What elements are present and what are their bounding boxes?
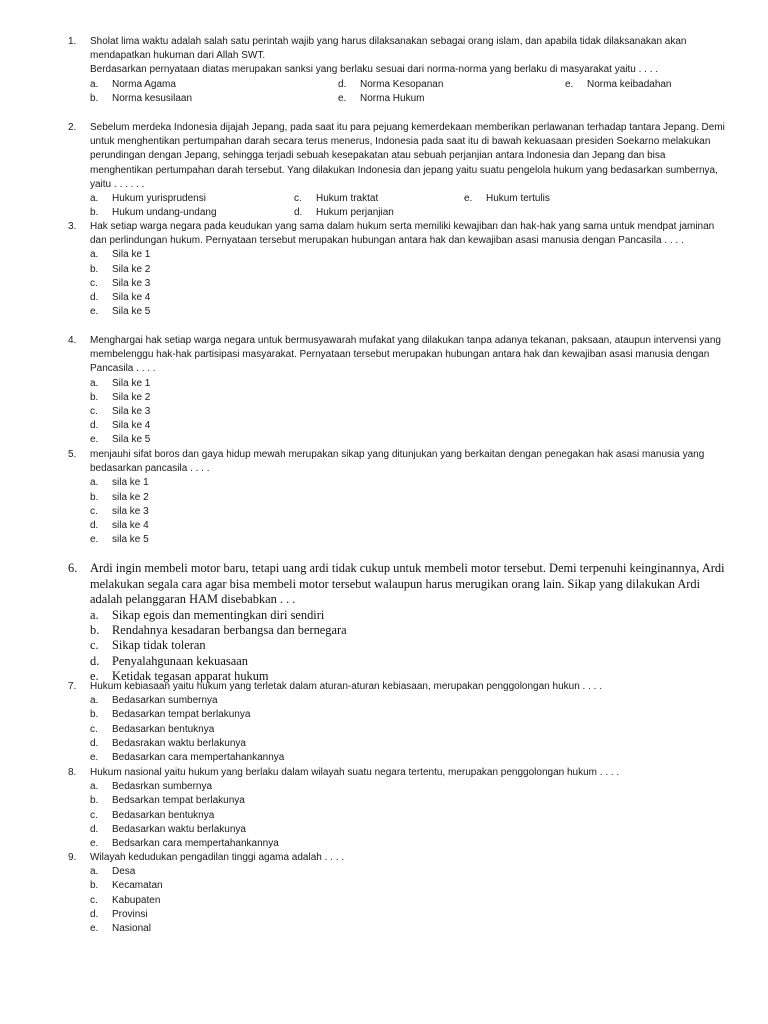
option-letter: c. (90, 894, 98, 906)
option-d[interactable] (90, 291, 728, 305)
option-text: sila ke 1 (112, 477, 149, 489)
option-text: sila ke 5 (112, 534, 149, 546)
option-letter: b. (90, 491, 99, 503)
option-letter: e. (565, 78, 574, 90)
question-stem: Sholat lima waktu adalah salah satu perintah wajib yang harus dilaksanakan sebagai orang islam, dan apabila tidak dilaksanakan akan mendapatkan hukuman dari Allah SWT. (90, 36, 687, 62)
option-letter: d. (90, 653, 100, 668)
option-text: Norma keibadahan (587, 78, 672, 90)
option-text: Bedasrkan sumbernya (112, 781, 213, 793)
question-9 (68, 851, 728, 936)
option-text: sila ke 2 (112, 491, 149, 503)
option-d[interactable] (90, 908, 728, 922)
option-letter: a. (90, 607, 99, 622)
option-d[interactable] (90, 519, 728, 533)
question-number: 7. (68, 681, 77, 692)
option-text: Hukum yurisprudensi (112, 193, 206, 205)
question-number: 9. (68, 852, 77, 863)
option-letter: e. (90, 434, 99, 446)
question-2 (68, 121, 728, 220)
option-b[interactable] (90, 491, 728, 505)
option-b[interactable] (90, 391, 728, 405)
option-letter: a. (90, 866, 99, 878)
option-text: Bedsarkan cara mempertahankannya (112, 838, 279, 850)
option-text: Sila ke 2 (112, 263, 151, 275)
option-c[interactable] (90, 894, 728, 908)
option-a[interactable] (90, 608, 728, 623)
question-text: Hukum kebiasaan yaitu hukum yang terletak dalam aturan-aturan kebiasaan, merupakan penggolongan hukun . . . . (90, 681, 602, 692)
option-text: Bedasarkan bentuknya (112, 809, 215, 821)
option-letter: a. (90, 477, 99, 489)
option-letter: e. (90, 838, 99, 850)
option-list (90, 780, 728, 851)
question-4 (68, 334, 728, 448)
option-grid (90, 192, 728, 220)
option-letter: b. (90, 880, 99, 892)
option-c[interactable] (90, 638, 728, 653)
option-d[interactable] (90, 419, 728, 433)
option-text: Sikap egois dan mementingkan diri sendiri (112, 607, 325, 622)
option-letter: e. (90, 669, 99, 684)
option-letter: e. (90, 534, 99, 546)
option-c[interactable] (90, 277, 728, 291)
option-letter: d. (90, 520, 99, 532)
option-letter: e. (338, 92, 347, 104)
option-letter: e. (90, 923, 99, 935)
option-letter: a. (90, 249, 99, 261)
option-letter: b. (90, 622, 100, 637)
option-text: Sila ke 1 (112, 249, 151, 261)
option-letter: b. (90, 391, 99, 403)
option-a[interactable] (90, 476, 728, 490)
option-text: Penyalahgunaan kekuasaan (112, 653, 248, 668)
question-number: 4. (68, 335, 77, 346)
option-e[interactable] (90, 533, 728, 547)
option-text: Bedasarkan cara mempertahankannya (112, 752, 285, 764)
question-text: Menghargai hak setiap warga negara untuk bermusyawarah mufakat yang dilakukan tanpa adanya tekanan, paksaan, ataupun intervensi yang membelenggu hak-hak partisipasi masyarakat. Pernyataan tersebut merupakan hubungan antara hak dan kewajiban asasi manusia dengan Pancasila . . . . (90, 335, 721, 375)
option-a[interactable] (90, 248, 728, 262)
option-c[interactable] (294, 192, 464, 206)
question-1 (68, 35, 728, 106)
option-d[interactable] (90, 737, 728, 751)
option-text: Norma kesusilaan (112, 92, 193, 104)
question-5 (68, 448, 728, 547)
option-letter: c. (90, 406, 98, 418)
question-number: 5. (68, 449, 77, 460)
option-text: Bedasarkan tempat berlakunya (112, 709, 251, 721)
option-d[interactable] (90, 654, 728, 669)
option-text: Bedasarkan bentuknya (112, 723, 215, 735)
option-b[interactable] (90, 794, 728, 808)
option-text: Sila ke 4 (112, 292, 151, 304)
option-text: Sila ke 3 (112, 277, 151, 289)
option-text: Desa (112, 866, 136, 878)
option-c[interactable] (90, 723, 728, 737)
option-text: Sila ke 5 (112, 306, 151, 318)
option-letter: b. (90, 795, 99, 807)
option-list (90, 476, 728, 547)
option-e[interactable] (90, 433, 728, 447)
option-text: Sikap tidak toleran (112, 638, 206, 653)
option-text: Kabupaten (112, 894, 161, 906)
option-text: Sila ke 1 (112, 377, 151, 389)
option-a[interactable] (90, 694, 728, 708)
option-text: sila ke 4 (112, 520, 149, 532)
question-6 (68, 561, 728, 685)
option-text: Provinsi (112, 908, 148, 920)
option-letter: d. (338, 78, 347, 90)
option-e[interactable] (464, 192, 728, 206)
option-text: sila ke 3 (112, 505, 149, 517)
question-text: Hak setiap warga negara pada keudukan yang sama dalam hukum serta memiliki kewajiban dan hak-hak yang sama untuk mendpat jaminan dan perlindungan hukum. Pernyataan tersebut merupakan hubungan antara hak dan kewajiban asasi manusia dengan Pancasila . . . . (90, 221, 715, 247)
option-c[interactable] (90, 809, 728, 823)
question-7 (68, 680, 728, 765)
question-number: 6. (68, 561, 78, 575)
option-letter: a. (90, 377, 99, 389)
option-e[interactable] (90, 922, 728, 936)
option-letter: c. (90, 723, 98, 735)
option-letter: a. (90, 695, 99, 707)
option-text: Rendahnya kesadaran berbangsa dan bernegara (112, 622, 347, 637)
question-stem-continued: Berdasarkan pernyataan diatas merupakan sanksi yang berlaku sesuai dari norma-norma yang berlaku di masyarakat yaitu . . . . (90, 64, 659, 76)
question-8 (68, 766, 728, 851)
option-text: Bedsarkan tempat berlakunya (112, 795, 245, 807)
option-list (90, 694, 728, 765)
option-letter: d. (90, 737, 99, 749)
option-text: Sila ke 2 (112, 391, 151, 403)
option-e[interactable] (90, 751, 728, 765)
question-number: 2. (68, 122, 77, 133)
option-e[interactable] (90, 305, 728, 319)
option-b[interactable] (90, 879, 728, 893)
option-letter: d. (90, 292, 99, 304)
option-text: Norma Agama (112, 78, 176, 90)
option-letter: a. (90, 78, 99, 90)
question-text: Wilayah kedudukan pengadilan tinggi agama adalah . . . . (90, 852, 345, 863)
option-c[interactable] (90, 505, 728, 519)
option-e[interactable] (90, 837, 728, 851)
option-letter: a. (90, 193, 99, 205)
option-text: Hukum undang-undang (112, 207, 217, 219)
option-text: Ketidak tegasan apparat hukum (112, 669, 269, 684)
option-b[interactable] (90, 623, 728, 638)
option-e2[interactable] (338, 92, 565, 106)
question-text: Sebelum merdeka Indonesia dijajah Jepang, pada saat itu para pejuang kemerdekaan memberikan perlawanan terhadap tantara Jepang. Demi untuk menghentikan pertumpahan darah secara terus menerus, Indonesia pada saat itu di bawah kekuasaan presiden Soekarno melakukan perundingan dengan Jepang, sehingga terjadi sebuah kesepakatan atau sebuah perjanjian antara Indonesia dan Jepang dan bisa menghentikan pertumpahan darah tersebut. Yang dilakukan Indonesia dan jepang yaitu suatu pengelola hukum yang bedasarkan sumbernya, yaitu . . . . . . (90, 122, 725, 190)
option-letter: b. (90, 709, 99, 721)
option-letter: a. (90, 781, 99, 793)
question-number: 8. (68, 767, 77, 778)
question-number: 1. (68, 36, 77, 47)
option-a[interactable] (90, 780, 728, 794)
question-text (90, 35, 728, 78)
option-letter: c. (90, 277, 98, 289)
option-b[interactable] (90, 92, 338, 106)
option-letter: e. (90, 306, 99, 318)
option-text: Hukum traktat (316, 193, 379, 205)
option-letter: c. (90, 809, 98, 821)
option-text: Sila ke 4 (112, 420, 151, 432)
option-text: Sila ke 5 (112, 434, 151, 446)
option-text: Kecamatan (112, 880, 163, 892)
option-b[interactable] (90, 708, 728, 722)
option-letter: e. (90, 752, 99, 764)
option-text: Nasional (112, 923, 151, 935)
option-letter: d. (294, 207, 303, 219)
option-b[interactable] (90, 206, 294, 220)
option-d[interactable] (90, 823, 728, 837)
option-text: Bedasarkan sumbernya (112, 695, 218, 707)
question-text: Ardi ingin membeli motor baru, tetapi uang ardi tidak cukup untuk membeli motor tersebut. Demi terpenuhi keinginannya, Ardi melakukan segala cara agar bisa membeli motor tersebut walaupun harus merugikan orang lain. Sikap yang dilakukan Ardi adalah pelanggaran HAM disebabkan . . . (90, 561, 725, 606)
option-text: Bedasarkan waktu berlakunya (112, 823, 246, 835)
option-text: Norma Hukum (360, 92, 425, 104)
option-text: Hukum tertulis (486, 193, 550, 205)
option-letter: b. (90, 92, 99, 104)
option-grid (90, 78, 728, 106)
option-list (90, 248, 728, 319)
question-text: menjauhi sifat boros dan gaya hidup mewah merupakan sikap yang ditunjukan yang berkaitan dengan penegakan hak asasi manusia yang bedasarkan pancasila . . . . (90, 449, 705, 475)
option-a[interactable] (90, 192, 294, 206)
option-d[interactable] (338, 78, 565, 92)
option-letter: e. (464, 193, 473, 205)
question-text: Hukum nasional yaitu hukum yang berlaku dalam wilayah suatu negara tertentu, merupakan penggolongan hukum . . . . (90, 767, 620, 778)
option-a[interactable] (90, 78, 338, 92)
option-letter: d. (90, 908, 99, 920)
option-letter: d. (90, 420, 99, 432)
option-letter: c. (90, 638, 99, 653)
option-letter: b. (90, 263, 99, 275)
option-list (90, 608, 728, 685)
option-text: Bedasrakan waktu berlakunya (112, 737, 246, 749)
option-letter: d. (90, 823, 99, 835)
option-list (90, 865, 728, 936)
option-text: Hukum perjanjian (316, 207, 394, 219)
option-b[interactable] (90, 263, 728, 277)
option-a[interactable] (90, 865, 728, 879)
option-text: Sila ke 3 (112, 406, 151, 418)
option-letter: b. (90, 207, 99, 219)
option-text: Norma Kesopanan (360, 78, 444, 90)
option-a[interactable] (90, 377, 728, 391)
option-list (90, 377, 728, 448)
option-c[interactable] (90, 405, 728, 419)
question-number: 3. (68, 221, 77, 232)
question-3 (68, 220, 728, 319)
option-letter: c. (294, 193, 302, 205)
option-e[interactable] (565, 78, 728, 92)
option-d[interactable] (294, 206, 464, 220)
option-letter: c. (90, 505, 98, 517)
